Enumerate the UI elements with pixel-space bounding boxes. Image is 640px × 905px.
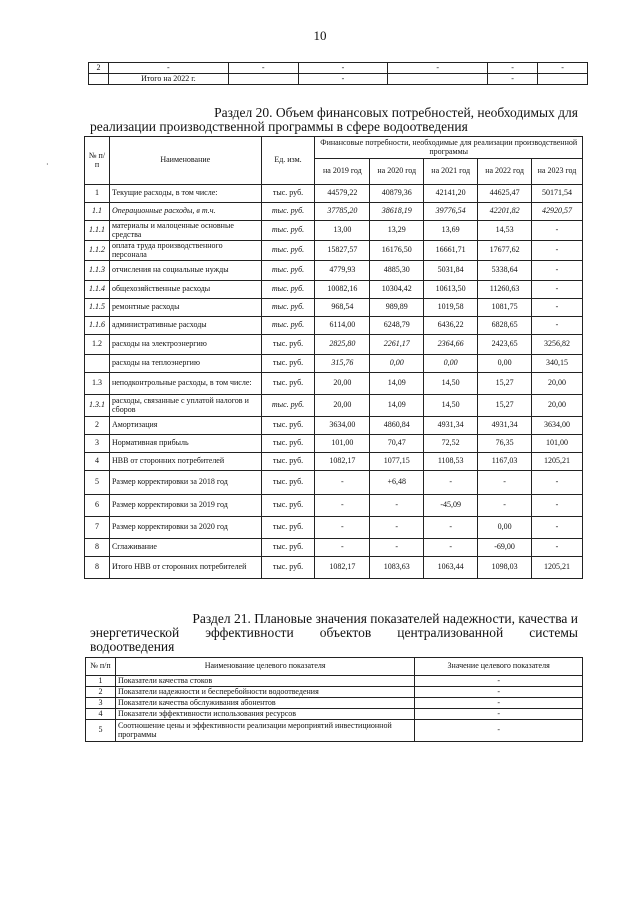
row-number: 8 xyxy=(85,557,110,579)
table-row xyxy=(85,261,583,281)
value-cell: - xyxy=(424,517,478,539)
value-cell: 1098,03 xyxy=(478,557,532,579)
value-cell: 4779,93 xyxy=(315,261,370,281)
row-name: неподконтрольные расходы, в том числе: xyxy=(109,373,261,395)
value-cell: 20,00 xyxy=(532,395,583,417)
table-row xyxy=(86,709,583,720)
indicator-name: Показатели качества стоков xyxy=(115,676,414,687)
value-cell: 17677,62 xyxy=(478,241,532,261)
row-number: 1.1.3 xyxy=(85,261,110,281)
row-name: Текущие расходы, в том числе: xyxy=(109,185,261,203)
row-number: 1.3.1 xyxy=(85,395,110,417)
row-unit: тыс. руб. xyxy=(261,373,315,395)
row-unit: тыс. руб. xyxy=(261,241,315,261)
value-cell: 2825,80 xyxy=(315,335,370,355)
row-number: 5 xyxy=(85,471,110,495)
row-number: 1.3 xyxy=(85,373,110,395)
margin-mark: · xyxy=(46,160,49,169)
value-cell: 1082,17 xyxy=(315,453,370,471)
value-cell: - xyxy=(315,539,370,557)
value-cell: 340,15 xyxy=(532,355,583,373)
table-cell: - xyxy=(298,74,388,85)
table-cell: - xyxy=(388,63,488,74)
value-cell: -45,09 xyxy=(424,495,478,517)
row-unit: тыс. руб. xyxy=(261,435,315,453)
row-name: Амортизация xyxy=(109,417,261,435)
value-cell: 2261,17 xyxy=(370,335,424,355)
value-cell: 3634,00 xyxy=(315,417,370,435)
value-cell: 315,76 xyxy=(315,355,370,373)
value-cell: 13,29 xyxy=(370,221,424,241)
row-number: 1.1.2 xyxy=(85,241,110,261)
page-number: 10 xyxy=(313,28,327,43)
value-cell: 1077,15 xyxy=(370,453,424,471)
row-name: общехозяйственные расходы xyxy=(109,281,261,299)
row-unit: тыс. руб. xyxy=(261,281,315,299)
value-cell: 0,00 xyxy=(478,355,532,373)
indicator-name: Показатели надежности и бесперебойности водоотведения xyxy=(115,687,414,698)
value-cell: 72,52 xyxy=(424,435,478,453)
value-cell: 15827,57 xyxy=(315,241,370,261)
row-unit: тыс. руб. xyxy=(261,317,315,335)
value-cell: 40879,36 xyxy=(370,185,424,203)
value-cell: - xyxy=(532,317,583,335)
row-unit: тыс. руб. xyxy=(261,417,315,435)
table-row xyxy=(85,185,583,203)
value-cell: 3634,00 xyxy=(532,417,583,435)
value-cell: 14,09 xyxy=(370,373,424,395)
value-cell: 42201,82 xyxy=(478,203,532,221)
table-row xyxy=(85,453,583,471)
value-cell: 2364,66 xyxy=(424,335,478,355)
row-unit: тыс. руб. xyxy=(261,185,315,203)
row-unit: тыс. руб. xyxy=(261,221,315,241)
value-cell: 6248,79 xyxy=(370,317,424,335)
value-cell: 1081,75 xyxy=(478,299,532,317)
value-cell: 13,69 xyxy=(424,221,478,241)
header-financial-needs: Финансовые потребности, необходимые для реализации производственной программы xyxy=(315,137,583,159)
row-number: 2 xyxy=(85,417,110,435)
table-cell: - xyxy=(488,63,538,74)
section-20-heading xyxy=(90,106,578,134)
row-number: 1 xyxy=(85,185,110,203)
row-number: 1.1.5 xyxy=(85,299,110,317)
value-cell: 1205,21 xyxy=(532,557,583,579)
row-name: расходы, связанные с уплатой налогов и сборов xyxy=(109,395,261,417)
table-row xyxy=(85,517,583,539)
value-cell: 1063,44 xyxy=(424,557,478,579)
row-name: НВВ от сторонних потребителей xyxy=(109,453,261,471)
value-cell: - xyxy=(532,517,583,539)
header-number: № п/п xyxy=(85,137,110,185)
value-cell: 14,50 xyxy=(424,395,478,417)
table-row xyxy=(85,557,583,579)
table-row xyxy=(86,720,583,742)
value-cell: - xyxy=(532,261,583,281)
table-cell: 2 xyxy=(89,63,109,74)
value-cell: +6,48 xyxy=(370,471,424,495)
row-number: 7 xyxy=(85,517,110,539)
value-cell: 10082,16 xyxy=(315,281,370,299)
row-name: расходы на электроэнергию xyxy=(109,335,261,355)
row-number: 1.1.1 xyxy=(85,221,110,241)
value-cell: 37785,20 xyxy=(315,203,370,221)
value-cell: 6114,00 xyxy=(315,317,370,335)
value-cell: - xyxy=(424,539,478,557)
value-cell: - xyxy=(532,281,583,299)
row-name: отчисления на социальные нужды xyxy=(109,261,261,281)
table-row xyxy=(85,471,583,495)
value-cell: 13,00 xyxy=(315,221,370,241)
table-cell xyxy=(228,74,298,85)
value-cell: 1205,21 xyxy=(532,453,583,471)
value-cell: 16661,71 xyxy=(424,241,478,261)
row-number: 3 xyxy=(85,435,110,453)
row-unit: тыс. руб. xyxy=(261,471,315,495)
value-cell: 20,00 xyxy=(315,373,370,395)
indicator-value: - xyxy=(415,709,583,720)
table-cell xyxy=(89,74,109,85)
value-cell: 101,00 xyxy=(532,435,583,453)
table-row xyxy=(89,74,588,85)
value-cell: 2423,65 xyxy=(478,335,532,355)
value-cell: 0,00 xyxy=(424,355,478,373)
table-row xyxy=(85,395,583,417)
value-cell: 1019,58 xyxy=(424,299,478,317)
value-cell: 1167,03 xyxy=(478,453,532,471)
section-21-heading-line3: водоотведения xyxy=(90,639,175,654)
row-name: материалы и малоценные основные средства xyxy=(109,221,261,241)
value-cell: - xyxy=(478,495,532,517)
table-row xyxy=(85,221,583,241)
row-unit: тыс. руб. xyxy=(261,539,315,557)
value-cell: - xyxy=(532,221,583,241)
header-year-2023: на 2023 год xyxy=(532,159,583,185)
table-cell: - xyxy=(488,74,538,85)
table-row xyxy=(85,373,583,395)
value-cell: - xyxy=(532,539,583,557)
value-cell: 6828,65 xyxy=(478,317,532,335)
row-number: 3 xyxy=(86,698,116,709)
value-cell: - xyxy=(478,471,532,495)
value-cell: 1082,17 xyxy=(315,557,370,579)
header-name: Наименование xyxy=(109,137,261,185)
table-cell: - xyxy=(108,63,228,74)
table-row xyxy=(86,687,583,698)
header-indicator-name: Наименование целевого показателя xyxy=(115,658,414,676)
header-year-2022: на 2022 год xyxy=(478,159,532,185)
value-cell: - xyxy=(370,495,424,517)
table-row xyxy=(85,241,583,261)
section-21-heading-line1: Раздел 21. Плановые значения показателей надежности, качества и xyxy=(192,611,578,626)
value-cell: 14,53 xyxy=(478,221,532,241)
header-number: № п/п xyxy=(86,658,116,676)
value-cell: - xyxy=(315,517,370,539)
table-row xyxy=(89,63,588,74)
table-row xyxy=(85,203,583,221)
row-name: Размер корректировки за 2019 год xyxy=(109,495,261,517)
financial-needs-table xyxy=(84,136,583,579)
row-unit: тыс. руб. xyxy=(261,261,315,281)
value-cell: -69,00 xyxy=(478,539,532,557)
value-cell: 38618,19 xyxy=(370,203,424,221)
value-cell: - xyxy=(315,495,370,517)
value-cell: 20,00 xyxy=(315,395,370,417)
value-cell: - xyxy=(532,241,583,261)
row-unit: тыс. руб. xyxy=(261,299,315,317)
row-number xyxy=(85,355,110,373)
value-cell: 50171,54 xyxy=(532,185,583,203)
table-row xyxy=(85,335,583,355)
header-year-2019: на 2019 год xyxy=(315,159,370,185)
row-name: расходы на теплоэнергию xyxy=(109,355,261,373)
header-indicator-value: Значение целевого показателя xyxy=(415,658,583,676)
value-cell: 70,47 xyxy=(370,435,424,453)
table-row xyxy=(86,676,583,687)
value-cell: 15,27 xyxy=(478,373,532,395)
value-cell: 101,00 xyxy=(315,435,370,453)
value-cell: 0,00 xyxy=(478,517,532,539)
indicator-name: Соотношение цены и эффективности реализации мероприятий инвестиционной программы xyxy=(115,720,414,742)
value-cell: 0,00 xyxy=(370,355,424,373)
row-unit: тыс. руб. xyxy=(261,335,315,355)
row-number: 1.1.4 xyxy=(85,281,110,299)
indicator-value: - xyxy=(415,676,583,687)
section-20-heading-line1: Раздел 20. Объем финансовых потребностей, необходимых для xyxy=(214,105,578,120)
row-name: Сглаживание xyxy=(109,539,261,557)
row-number: 5 xyxy=(86,720,116,742)
value-cell: 1108,53 xyxy=(424,453,478,471)
indicator-name: Показатели качества обслуживания абонентов xyxy=(115,698,414,709)
header-year-2021: на 2021 год xyxy=(424,159,478,185)
section-21-heading-line2: энергетической эффективности объектов централизованной системы xyxy=(90,625,578,640)
table-cell: - xyxy=(538,63,588,74)
value-cell: 1083,63 xyxy=(370,557,424,579)
target-indicators-table xyxy=(85,657,583,742)
header-year-2020: на 2020 год xyxy=(370,159,424,185)
table-row xyxy=(85,539,583,557)
table-cell xyxy=(388,74,488,85)
indicator-value: - xyxy=(415,698,583,709)
value-cell: - xyxy=(424,471,478,495)
row-unit: тыс. руб. xyxy=(261,557,315,579)
value-cell: 11260,63 xyxy=(478,281,532,299)
table-row xyxy=(85,355,583,373)
value-cell: 42920,57 xyxy=(532,203,583,221)
value-cell: 44625,47 xyxy=(478,185,532,203)
value-cell: - xyxy=(532,495,583,517)
table-row xyxy=(85,495,583,517)
top-table xyxy=(88,62,588,85)
row-number: 4 xyxy=(85,453,110,471)
value-cell: 10613,50 xyxy=(424,281,478,299)
value-cell: 14,50 xyxy=(424,373,478,395)
row-name: оплата труда производственного персонала xyxy=(109,241,261,261)
table-row xyxy=(86,698,583,709)
value-cell: 4931,34 xyxy=(478,417,532,435)
value-cell: 5338,64 xyxy=(478,261,532,281)
value-cell: 4885,30 xyxy=(370,261,424,281)
row-unit: тыс. руб. xyxy=(261,395,315,417)
value-cell: 15,27 xyxy=(478,395,532,417)
value-cell: 6436,22 xyxy=(424,317,478,335)
section-20-heading-line2: реализации производственной программы в сфере водоотведения xyxy=(90,119,468,134)
row-name: ремонтные расходы xyxy=(109,299,261,317)
value-cell: - xyxy=(370,517,424,539)
value-cell: - xyxy=(370,539,424,557)
row-number: 6 xyxy=(85,495,110,517)
value-cell: 10304,42 xyxy=(370,281,424,299)
value-cell: 4860,84 xyxy=(370,417,424,435)
row-name: Размер корректировки за 2018 год xyxy=(109,471,261,495)
section-21-heading xyxy=(90,612,578,654)
row-number: 2 xyxy=(86,687,116,698)
row-unit: тыс. руб. xyxy=(261,453,315,471)
row-name: Размер корректировки за 2020 год xyxy=(109,517,261,539)
row-number: 1.1.6 xyxy=(85,317,110,335)
indicator-name: Показатели эффективности использования ресурсов xyxy=(115,709,414,720)
row-number: 1.2 xyxy=(85,335,110,355)
value-cell: 76,35 xyxy=(478,435,532,453)
row-name: Операционные расходы, в т.ч. xyxy=(109,203,261,221)
table-row xyxy=(85,417,583,435)
row-name: Итого НВВ от сторонних потребителей xyxy=(109,557,261,579)
indicator-value: - xyxy=(415,687,583,698)
value-cell: - xyxy=(532,299,583,317)
value-cell: 989,89 xyxy=(370,299,424,317)
row-number: 8 xyxy=(85,539,110,557)
table-cell: Итого на 2022 г. xyxy=(108,74,228,85)
row-name: административные расходы xyxy=(109,317,261,335)
row-number: 1.1 xyxy=(85,203,110,221)
row-unit: тыс. руб. xyxy=(261,355,315,373)
value-cell: 39776,54 xyxy=(424,203,478,221)
table-cell xyxy=(538,74,588,85)
value-cell: 5031,84 xyxy=(424,261,478,281)
value-cell: 968,54 xyxy=(315,299,370,317)
table-row xyxy=(85,317,583,335)
value-cell: 20,00 xyxy=(532,373,583,395)
table-cell: - xyxy=(298,63,388,74)
row-unit: тыс. руб. xyxy=(261,495,315,517)
row-unit: тыс. руб. xyxy=(261,517,315,539)
value-cell: 44579,22 xyxy=(315,185,370,203)
row-number: 4 xyxy=(86,709,116,720)
value-cell: 14,09 xyxy=(370,395,424,417)
table-row xyxy=(85,299,583,317)
value-cell: - xyxy=(532,471,583,495)
table-row xyxy=(85,435,583,453)
row-number: 1 xyxy=(86,676,116,687)
value-cell: 42141,20 xyxy=(424,185,478,203)
value-cell: 4931,34 xyxy=(424,417,478,435)
value-cell: 16176,50 xyxy=(370,241,424,261)
row-unit: тыс. руб. xyxy=(261,203,315,221)
value-cell: - xyxy=(315,471,370,495)
header-unit: Ед. изм. xyxy=(261,137,315,185)
value-cell: 3256,82 xyxy=(532,335,583,355)
row-name: Нормативная прибыль xyxy=(109,435,261,453)
indicator-value: - xyxy=(415,720,583,742)
table-row xyxy=(85,281,583,299)
table-cell: - xyxy=(228,63,298,74)
